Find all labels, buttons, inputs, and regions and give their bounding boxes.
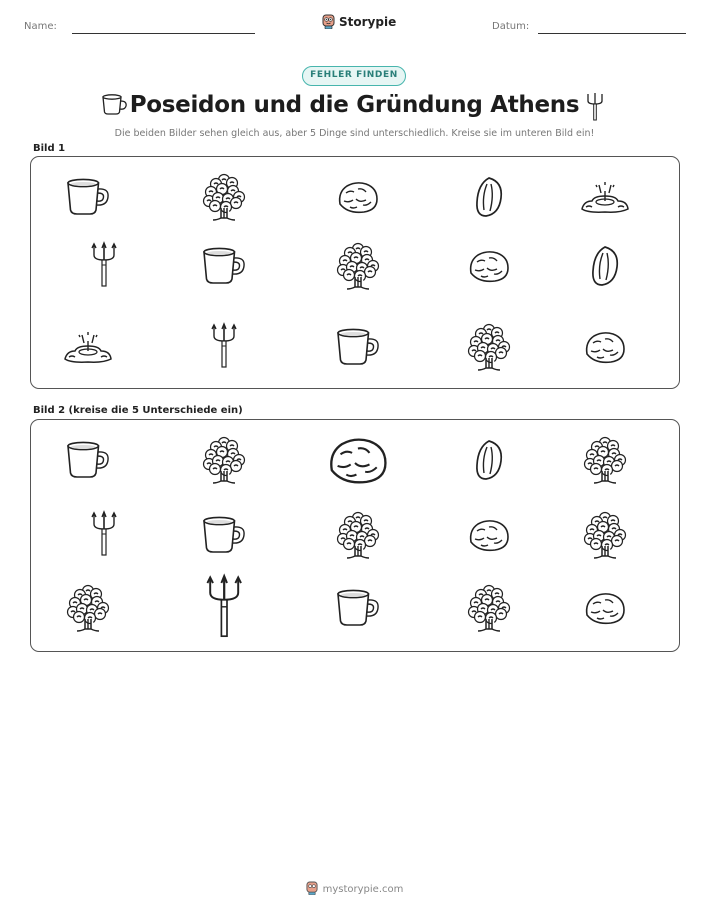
picture1-trident-icon — [91, 243, 117, 289]
picture2-label: Bild 2 (kreise die 5 Unterschiede ein) — [33, 405, 243, 416]
trident-icon — [586, 92, 604, 126]
picture2-cup-icon[interactable] — [201, 515, 247, 555]
activity-badge: FEHLER FINDEN — [302, 66, 406, 86]
picture1-rock-icon — [583, 329, 627, 365]
picture1-trident-icon — [211, 324, 237, 370]
picture2-tree-icon[interactable] — [583, 435, 627, 485]
page-title: Poseidon und die Gründung Athens — [129, 92, 580, 118]
picture2-tree-icon[interactable] — [202, 435, 246, 485]
footer — [0, 880, 709, 899]
picture1-seed-icon — [590, 245, 620, 287]
picture2-cup-icon[interactable] — [65, 440, 111, 480]
picture1-spring-icon — [63, 329, 113, 365]
brand-logo — [322, 14, 396, 29]
picture2-rock-icon[interactable] — [467, 517, 511, 553]
picture2-cup-icon[interactable] — [335, 588, 381, 628]
picture1-label: Bild 1 — [33, 143, 66, 154]
instructions: Die beiden Bilder sehen gleich aus, aber 5 Dinge sind unterschiedlich. Kreise sie im unteren Bild ein! — [114, 128, 595, 139]
picture2-tree-icon[interactable] — [336, 510, 380, 560]
picture2-tree-icon[interactable] — [467, 583, 511, 633]
title-row — [0, 88, 709, 128]
name-line[interactable] — [72, 33, 255, 34]
picture2-seed-icon[interactable] — [474, 439, 504, 481]
picture2-tree-icon[interactable] — [583, 510, 627, 560]
picture1-tree-icon — [202, 172, 246, 222]
mascot-icon — [322, 14, 335, 29]
picture2-tree-icon[interactable] — [66, 583, 110, 633]
picture2-rock-icon[interactable] — [326, 434, 390, 486]
picture1-cup-icon — [335, 327, 381, 367]
brand-name: Storypie — [339, 14, 397, 29]
picture1-spring-icon — [580, 179, 630, 215]
picture1-seed-icon — [474, 176, 504, 218]
picture2-trident-icon[interactable] — [91, 512, 117, 558]
picture1-rock-icon — [336, 179, 380, 215]
picture2-trident-icon[interactable] — [206, 576, 242, 640]
picture2-rock-icon[interactable] — [583, 590, 627, 626]
picture1-tree-icon — [336, 241, 380, 291]
name-label: Name: — [24, 21, 57, 32]
mascot-icon — [306, 880, 318, 899]
worksheet-header — [0, 0, 709, 50]
picture1-rock-icon — [467, 248, 511, 284]
date-line[interactable] — [538, 33, 686, 34]
picture1-cup-icon — [201, 246, 247, 286]
picture1-tree-icon — [467, 322, 511, 372]
date-label: Datum: — [492, 21, 530, 32]
picture1-cup-icon — [65, 177, 111, 217]
footer-url: mystorypie.com — [322, 884, 404, 895]
